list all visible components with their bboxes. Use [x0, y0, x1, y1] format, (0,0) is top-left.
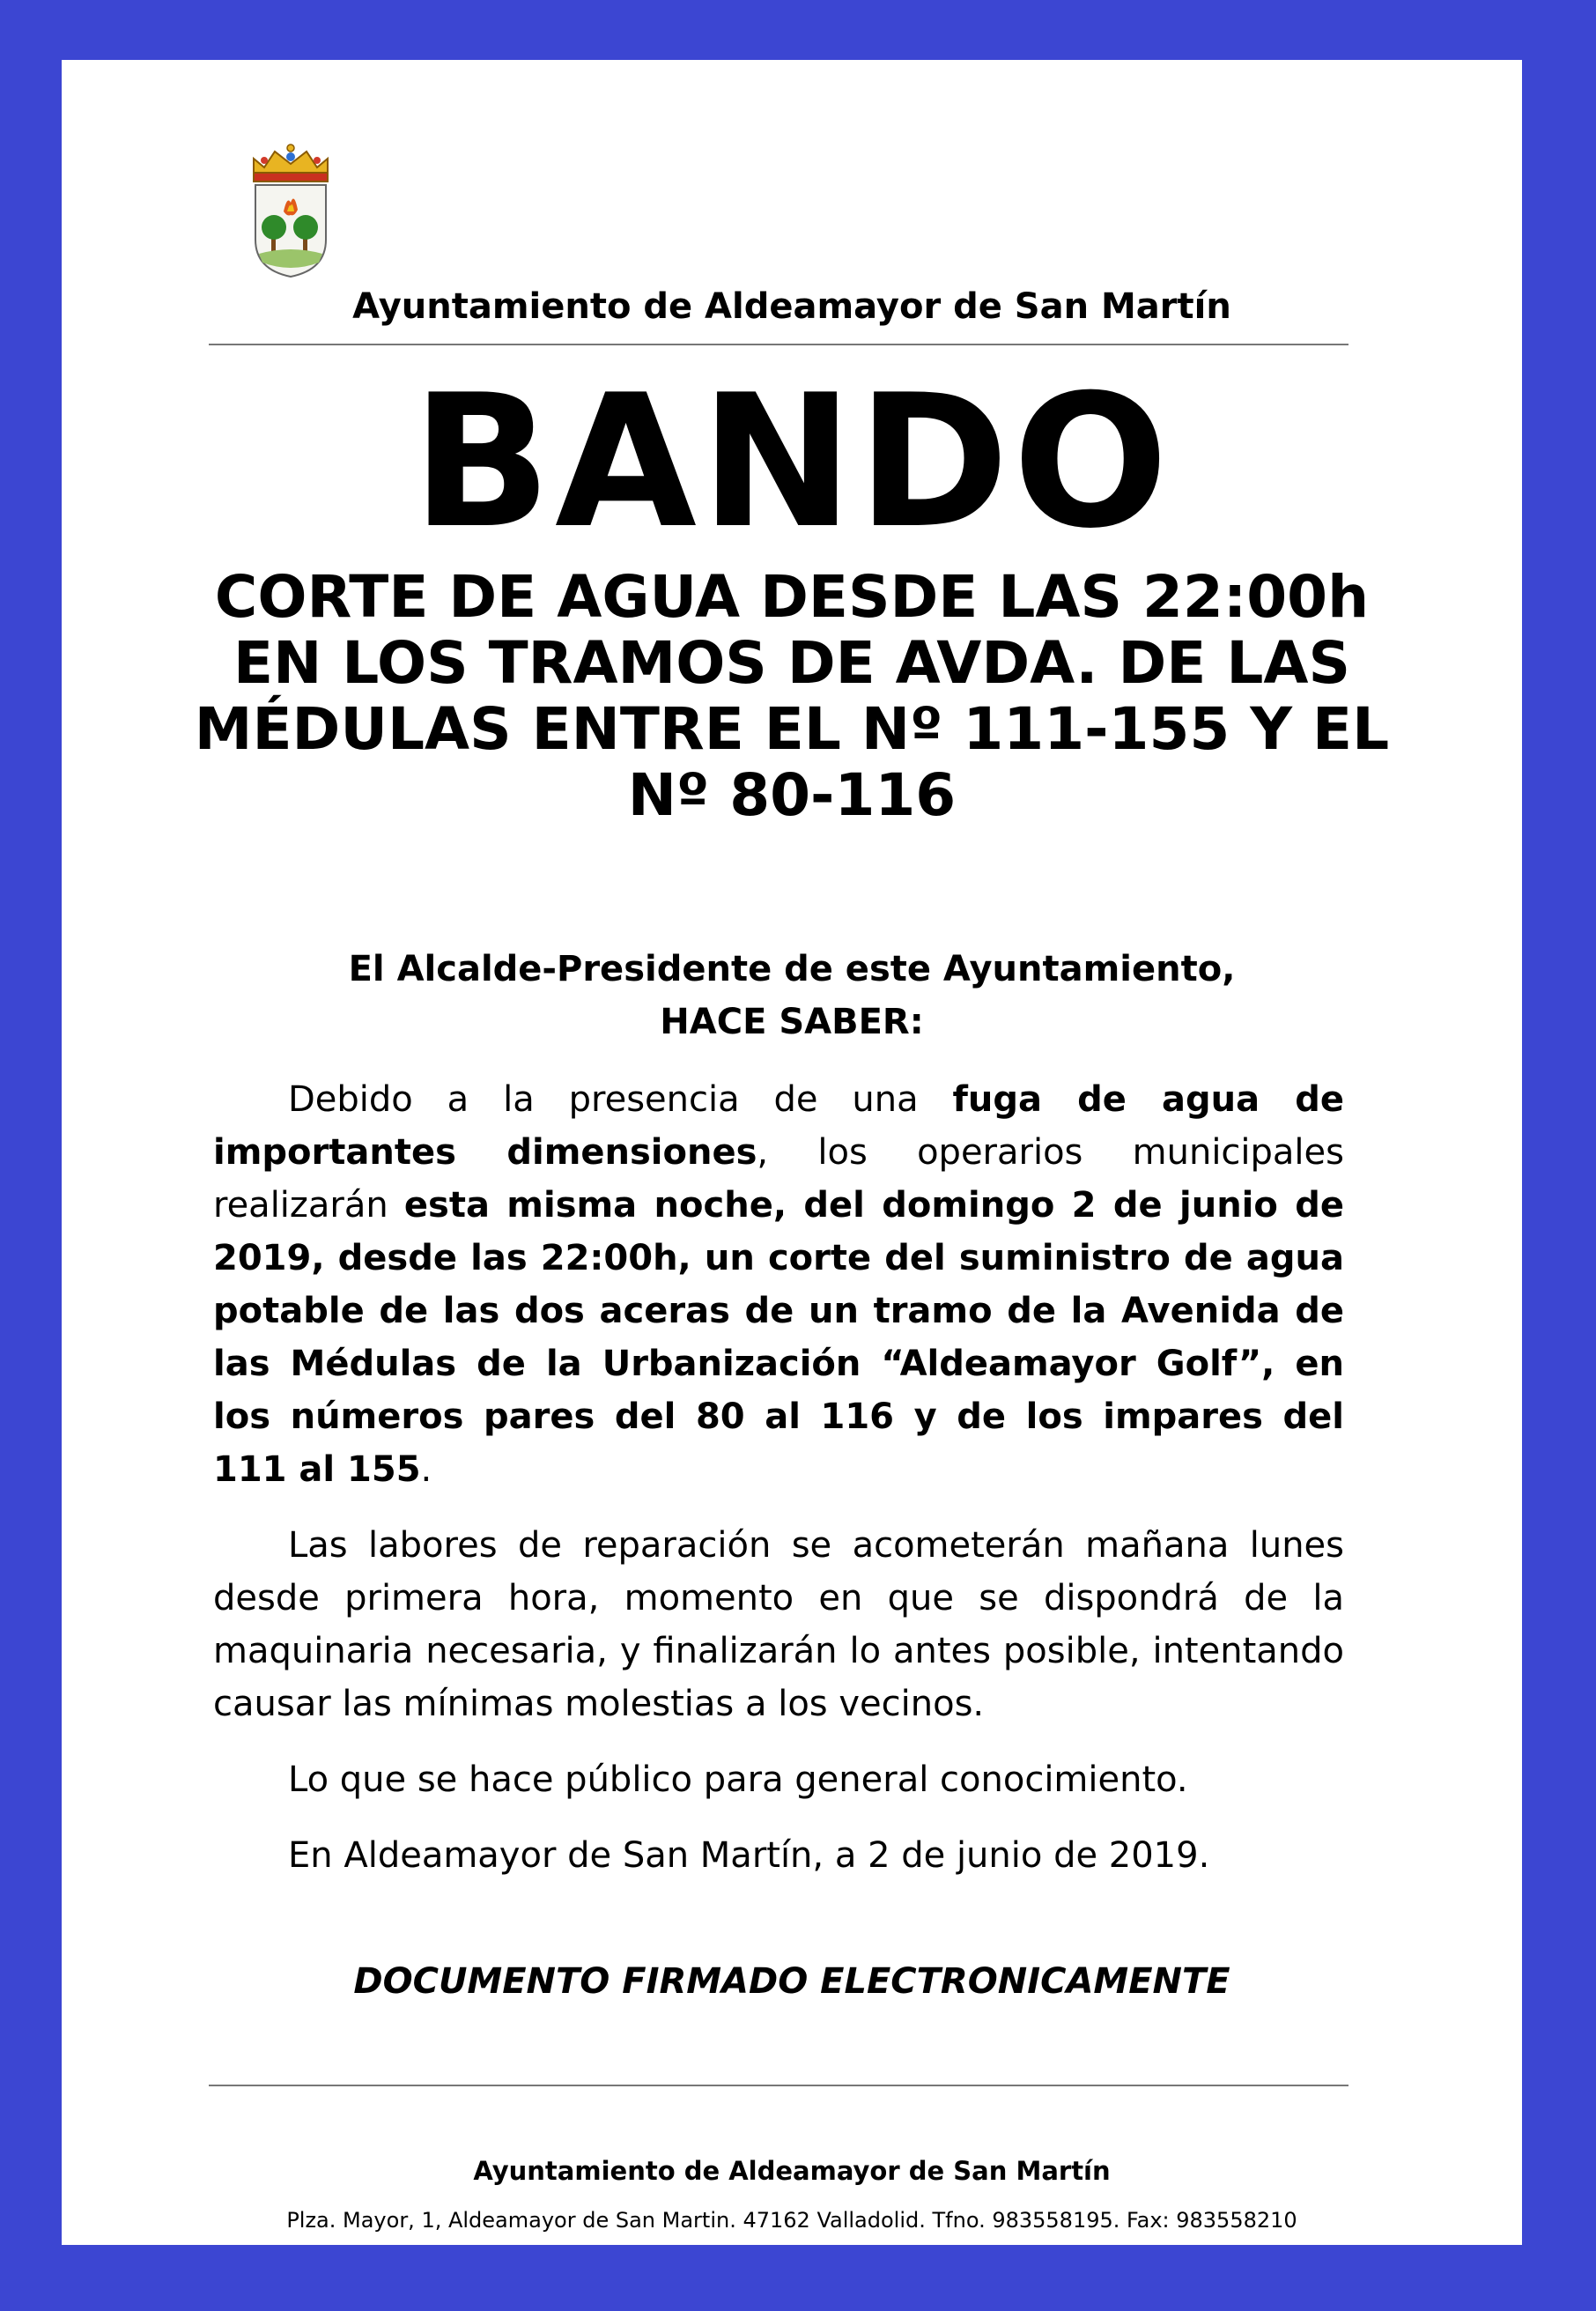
notice-body — [213, 1073, 1344, 1905]
intro-line-hace-saber: HACE SABER: — [660, 1002, 924, 1042]
paragraph-place-date: En Aldeamayor de San Martín, a 2 de junio de 2019. — [288, 1835, 1210, 1876]
paragraph1-text-2: , los operarios municipales realizarán — [213, 1132, 1344, 1226]
mayor-introduction — [62, 943, 1522, 1048]
paragraph-public-notice: Lo que se hace público para general conocimiento. — [288, 1759, 1188, 1800]
notice-subject: CORTE DE AGUA DESDE LAS 22:00h EN LOS TRAMOS DE AVDA. DE LAS MÉDULAS ENTRE EL Nº 111-155 Y EL Nº 80-116 — [194, 563, 1390, 829]
paragraph-repair-work: Las labores de reparación se acometerán mañana lunes desde primera hora, momento en que se dispondrá de la maquinaria necesaria, y finalizarán lo antes posible, intentando causar las mínimas molestias a los vecinos. — [213, 1525, 1344, 1724]
municipal-coat-of-arms-icon — [248, 141, 333, 278]
paragraph1-text-3: . — [420, 1449, 432, 1490]
header-divider — [209, 344, 1348, 345]
footer-divider — [209, 2085, 1348, 2086]
header-organization-name: Ayuntamiento de Aldeamayor de San Martín — [352, 286, 1231, 327]
paragraph1-text-1: Debido a la presencia de una — [288, 1079, 953, 1120]
paragraph-leak-notice — [213, 1073, 1344, 1496]
footer-address: Plza. Mayor, 1, Aldeamayor de San Martin. 47162 Valladolid. Tfno. 983558195. Fax: 983558210 — [286, 2208, 1297, 2233]
intro-line-mayor: El Alcalde-Presidente de este Ayuntamiento, — [348, 949, 1236, 989]
footer-organization-name: Ayuntamiento de Aldeamayor de San Martín — [473, 2156, 1111, 2186]
electronic-signature-note: DOCUMENTO FIRMADO ELECTRONICAMENTE — [353, 1961, 1230, 2002]
paragraph1-bold-details: esta misma noche, del domingo 2 de junio de 2019, desde las 22:00h, un corte del suministro de agua potable de las dos aceras de un tramo de la Avenida de las Médulas de la Urbanización “Aldeamayor Golf”, en los números pares del 80 al 116 y de los impares del 111 al 155 — [213, 1185, 1344, 1490]
paragraph1-bold-leak: fuga de agua de importantes dimensiones — [213, 1079, 1344, 1173]
document-page — [62, 60, 1522, 2245]
document-title: BANDO — [411, 356, 1172, 569]
